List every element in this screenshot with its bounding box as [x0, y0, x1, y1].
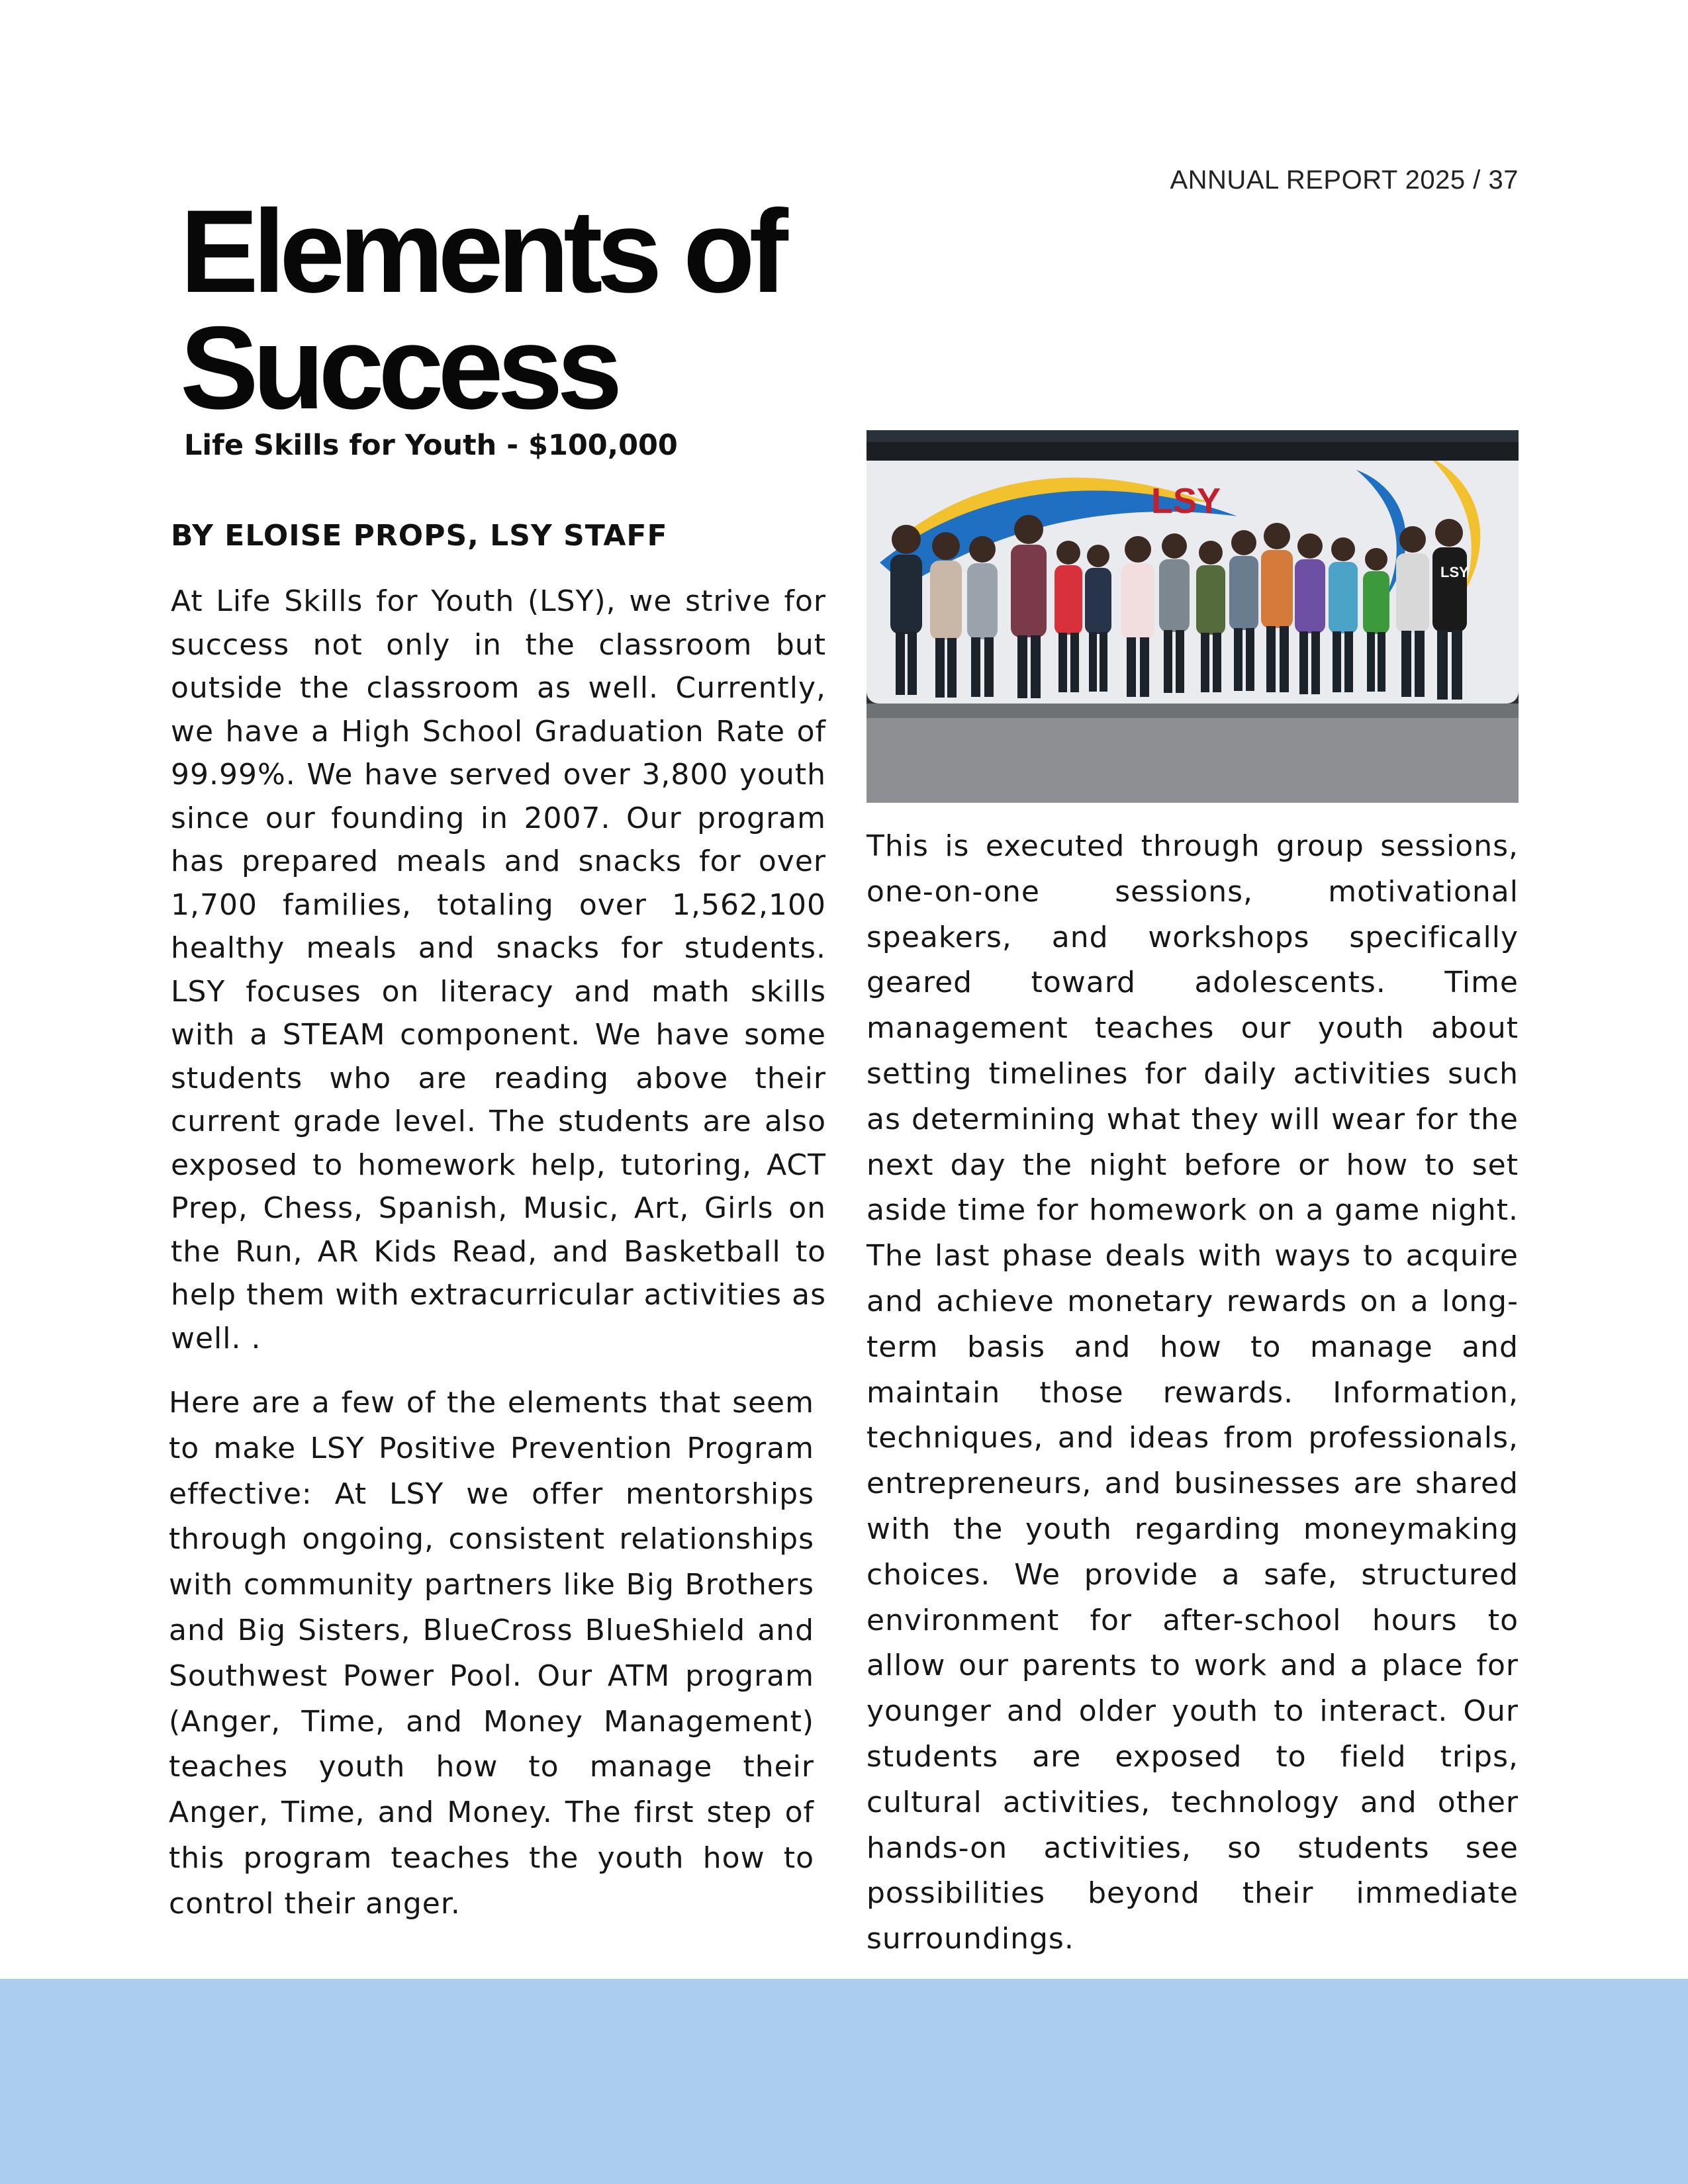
article-subtitle: Life Skills for Youth - $100,000	[184, 429, 678, 462]
article-byline: BY ELOISE PROPS, LSY STAFF	[171, 519, 668, 553]
footer-band	[0, 1979, 1688, 2184]
pavement-shadow	[867, 704, 1519, 718]
article-title	[180, 185, 782, 433]
group-photo	[867, 430, 1519, 803]
bus-logo-text: LSY	[1151, 481, 1221, 521]
page-header-label: ANNUAL REPORT 2025 / 37	[1170, 165, 1519, 195]
body-paragraph-2: Here are a few of the elements that seem to make LSY Positive Prevention Program effective: At LSY we offer mentorships through ongoing, consistent relationships with community partners like Big Brothers and Big Sisters, BlueCross BlueShield and Southwest Power Pool. Our ATM program (Anger, Time, and Money Management) teaches youth how to manage their Anger, Time, and Money. The first step of this program teaches the youth how to control their anger.	[169, 1386, 814, 1921]
title-line-2: Success	[180, 302, 617, 433]
bus-window-band	[867, 442, 1519, 461]
pavement	[867, 704, 1519, 803]
body-paragraph-3: This is executed through group sessions, one-on-one sessions, motivational speakers, and workshops specifically geared toward adolescents. Time management teaches our youth about setting timelines for daily activities such as determining what they will wear for the next day the night before or how to set aside time for homework on a game night. The last phase deals with ways to acquire and achieve monetary rewards on a long-term basis and how to manage and maintain those rewards. Information, techniques, and ideas from professionals, entrepreneurs, and businesses are shared with the youth regarding moneymaking choices. We provide a safe, structured environment for after-school hours to allow our parents to work and a place for younger and older youth to interact. Our students are exposed to field trips, cultural activities, technology and other hands-on activities, so students see possibilities beyond their immediate surroundings.	[867, 829, 1519, 1956]
body-paragraph-1: At Life Skills for Youth (LSY), we strive for success not only in the classroom but outside the classroom as well. Currently, we have a High School Graduation Rate of 99.99%. We have served over 3,800 youth since our founding in 2007. Our program has prepared meals and snacks for over 1,700 families, totaling over 1,562,100 healthy meals and snacks for students. LSY focuses on literacy and math skills with a STEAM component. We have some students who are reading above their current grade level. The students are also exposed to homework help, tutoring, ACT Prep, Chess, Spanish, Music, Art, Girls on the Run, AR Kids Read, and Basketball to help them with extracurricular activities as well. .	[171, 584, 826, 1355]
title-line-1: Elements of	[180, 185, 782, 317]
shirt-logo-text: LSY	[1440, 564, 1469, 580]
